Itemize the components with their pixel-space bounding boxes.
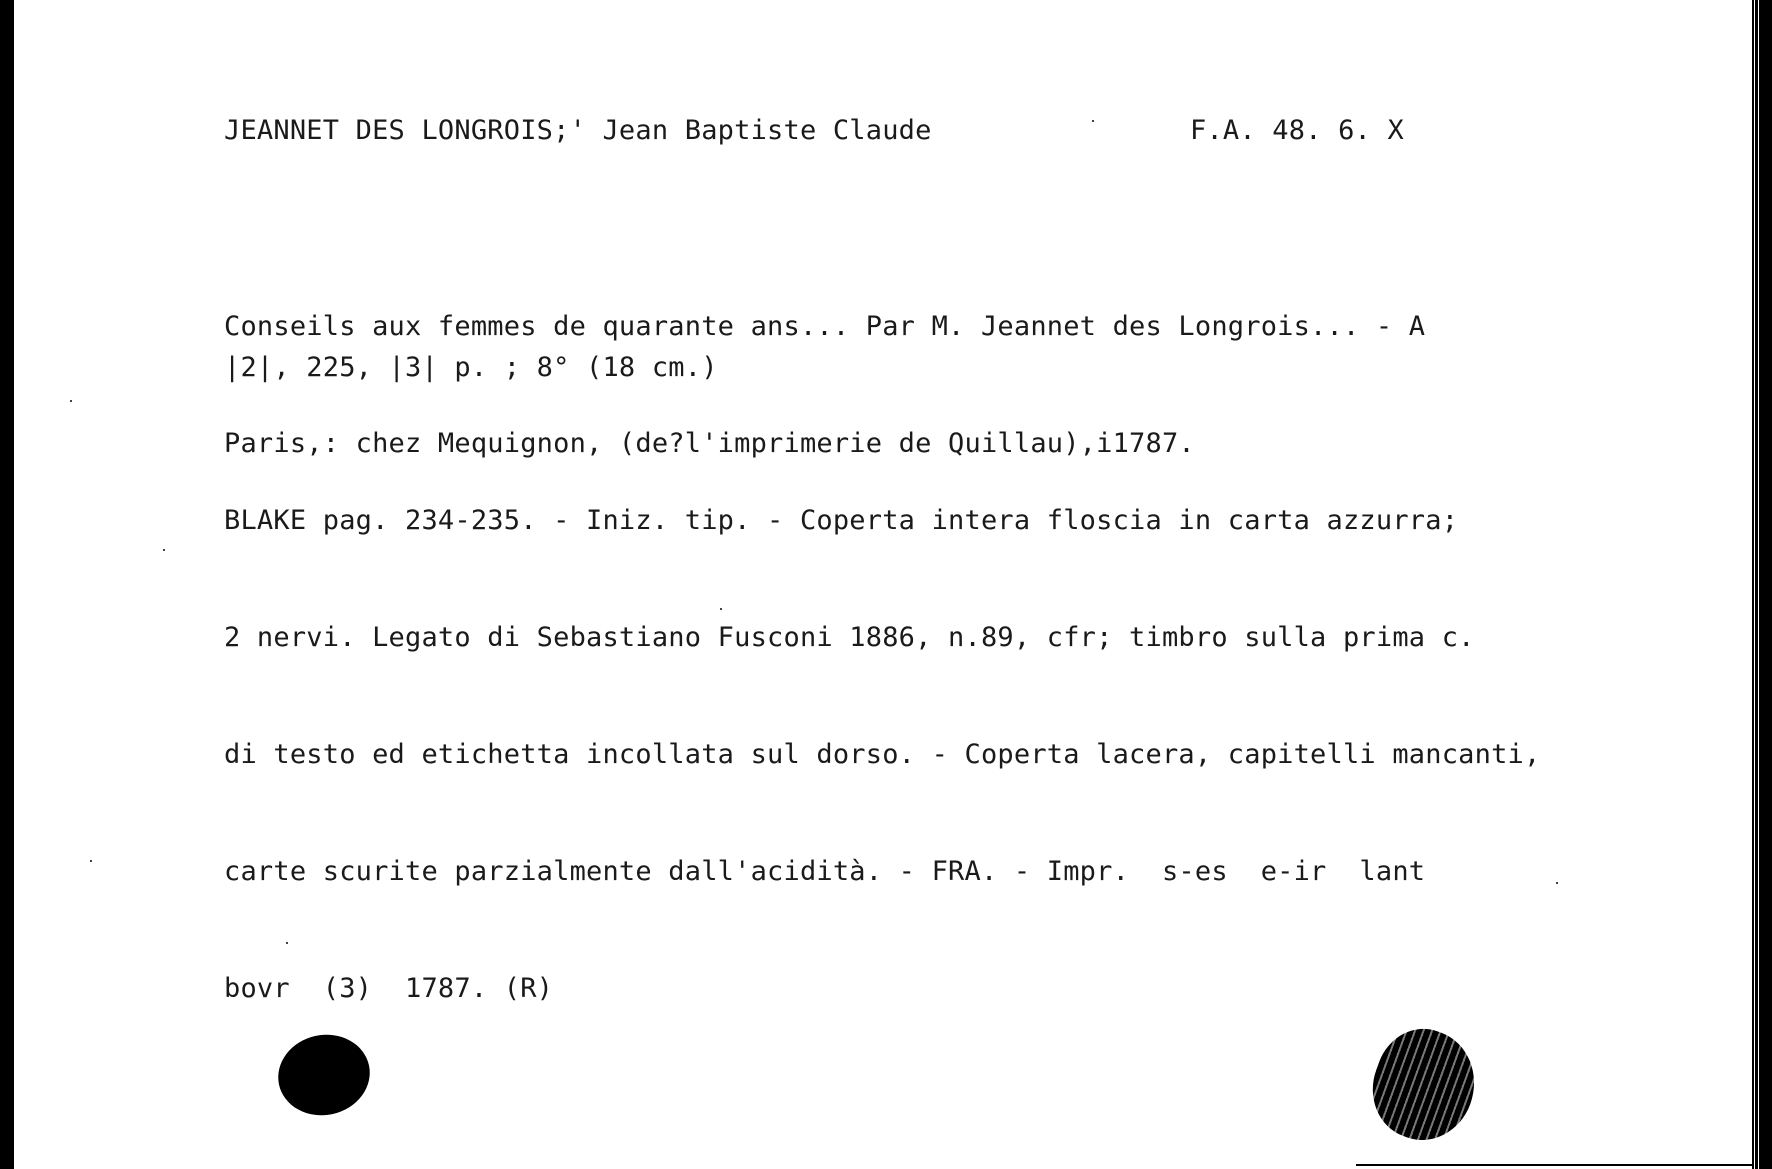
title-line: Conseils aux femmes de quarante ans... Par M. Jeannet des Longrois... - A [224,311,1426,342]
scan-speck [70,400,72,402]
scan-border-right [1752,0,1772,1169]
notes-line: bovr (3) 1787. (R) [224,973,554,1004]
collation: |2|, 225, |3| p. ; 8° (18 cm.) [224,352,718,383]
notes-line: BLAKE pag. 234-235. - Iniz. tip. - Coperta intera floscia in carta azzurra; [224,505,1459,536]
scan-speck [286,942,288,944]
scan-border-bottom [1356,1164,1752,1166]
scan-speck [1092,120,1094,122]
author-heading: JEANNET DES LONGROIS;' Jean Baptiste Claude [224,115,932,146]
notes-line: 2 nervi. Legato di Sebastiano Fusconi 1886, n.89, cfr; timbro sulla prima c. [224,622,1475,653]
scan-speck [720,608,722,610]
notes-line: carte scurite parzialmente dall'acidità. - FRA. - Impr. s-es e-ir lant [224,856,1426,887]
notes [224,423,1540,1086]
notes-line: di testo ed etichetta incollata sul dorso. - Coperta lacera, capitelli mancanti, [224,739,1541,770]
scan-speck [90,860,92,862]
title-line: Paris,: chez Mequignon, (de?l'imprimerie de Quillau),i1787. [224,428,1195,459]
shelfmark: F.A. 48. 6. X [1190,115,1404,146]
scan-speck [1556,882,1558,884]
scan-border-left [0,0,14,1169]
scan-speck [163,549,165,551]
